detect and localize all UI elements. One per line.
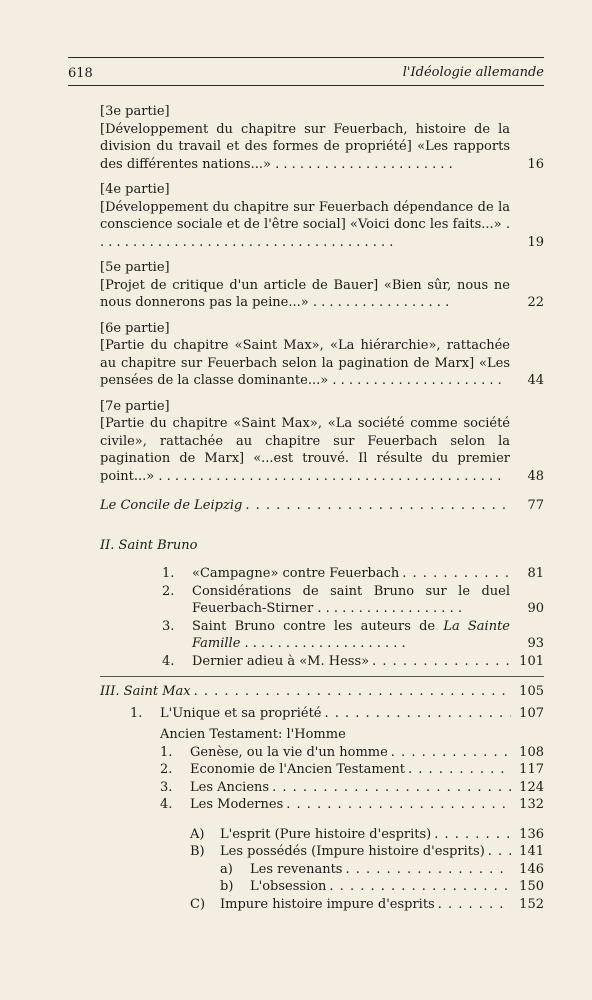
sub-item-c: C) Impure histoire impure d'esprits . . . 152 <box>190 896 544 914</box>
part-label: [3e partie] <box>100 104 170 119</box>
part-label: [6e partie] <box>100 320 170 336</box>
max-heading: III. Saint Max . . . 105 <box>100 683 544 701</box>
part-text: [Partie du chapitre «Saint Max», «La société comme société civile», rattachée au chapitre sur Feuerbach selon la pagination de Marx] «...est trouvé. Il résulte du premier point...» <box>100 416 510 484</box>
bruno-item-2: 2. Considérations de saint Bruno sur le duel Feuerbach-Stirner . . . . . . . . . . . . . . . . . . 90 <box>162 583 544 616</box>
ancien-heading: Ancien Testament: l'Homme <box>160 727 346 742</box>
sub-item-b-a: a) Les revenants . . . 146 <box>190 861 544 879</box>
toc-content <box>100 103 544 913</box>
part-page: 19 <box>527 234 544 250</box>
toc-part-7: [7e partie] [Partie du chapitre «Saint Max», «La société comme société civile», rattachée au chapitre sur Feuerbach selon la pagination de Marx] «...est trouvé. Il résulte du premier point...» . . . . . . . . . . . . . . . . . . . . . . . . . . . . . . . . . . . . . . . . . . 48 <box>100 398 544 484</box>
part-page: 22 <box>527 295 544 310</box>
toc-part-6: [6e partie] [Partie du chapitre «Saint Max», «La hiérarchie», rattachée au chapitre sur Feuerbach selon la pagination de Marx] «Les pensées de la classe dominante...» . . . . . . . . . . . . . . . . . . . . . 44 <box>100 320 544 388</box>
header-rule <box>68 85 544 86</box>
bruno-heading: II. Saint Bruno <box>100 537 198 553</box>
part-label: [4e partie] <box>100 182 170 197</box>
part-text: [Développement du chapitre sur Feuerbach dépendance de la conscience sociale et de l'être social] «Voici donc les faits...» <box>100 199 510 232</box>
max-item-2: 2. Economie de l'Ancien Testament . . . 117 <box>160 761 544 779</box>
max-item-3: 3. Les Anciens . . . 124 <box>160 779 544 797</box>
sub-item-b-b: b) L'obsession . . . 150 <box>190 878 544 896</box>
concile-page: 77 <box>527 498 544 513</box>
bruno-item-1: 1. «Campagne» contre Feuerbach . . . 81 <box>162 565 544 583</box>
toc-part-3: [3e partie] [Développement du chapitre sur Feuerbach, histoire de la division du travail et des formes de propriété] «Les rapports des différentes nations...» . . . . . . . . . . . . . . . . . . . . . . 16 <box>100 104 544 172</box>
part-text: [Partie du chapitre «Saint Max», «La hiérarchie», rattachée au chapitre sur Feuerbach selon la pagination de Marx] «Les pensées de la classe dominante...» <box>100 338 510 388</box>
part-label: [5e partie] <box>100 260 170 275</box>
bruno-item-3: 3. Saint Bruno contre les auteurs de La Sainte Famille . . . . . . . . . . . . . . . . . . . . 93 <box>162 618 544 651</box>
page-number: 618 <box>68 66 93 81</box>
toc-part-5: [5e partie] [Projet de critique d'un article de Bauer] «Bien sûr, nous ne nous donnerons pas la peine...» . . . . . . . . . . . . . . . . . 22 <box>100 260 544 310</box>
top-rule <box>68 57 544 58</box>
sub-item-b: B) Les possédés (Impure histoire d'esprits) . . . 141 <box>190 843 544 861</box>
part-page: 16 <box>527 156 544 172</box>
running-title: l'Idéologie allemande <box>402 65 544 80</box>
sub-item-a: A) L'esprit (Pure histoire d'esprits) . . . 136 <box>190 826 544 844</box>
section-rule <box>100 676 544 677</box>
part-page: 44 <box>527 373 544 388</box>
max-unique: 1. L'Unique et sa propriété . . . 107 <box>130 705 544 723</box>
concile-title: Le Concile de Leipzig <box>100 498 243 513</box>
part-label: [7e partie] <box>100 398 170 414</box>
part-text: [Développement du chapitre sur Feuerbach, histoire de la division du travail et des formes de propriété] «Les rapports des différentes nations...» <box>100 121 510 172</box>
toc-concile <box>100 497 544 515</box>
max-item-1: 1. Genèse, ou la vie d'un homme . . . 108 <box>160 744 544 762</box>
toc-part-4: [4e partie] [Développement du chapitre sur Feuerbach dépendance de la conscience sociale et de l'être social] «Voici donc les faits...» . . . . . . . . . . . . . . . . . . . . . . . . . . . . . . . . . . . . . 19 <box>100 182 544 250</box>
max-item-4: 4. Les Modernes . . . 132 <box>160 796 544 814</box>
part-text: [Projet de critique d'un article de Bauer] «Bien sûr, nous ne nous donnerons pas la peine...» <box>100 277 510 310</box>
bruno-item-4: 4. Dernier adieu à «M. Hess» . . . 101 <box>162 653 544 671</box>
part-page: 48 <box>527 468 544 484</box>
